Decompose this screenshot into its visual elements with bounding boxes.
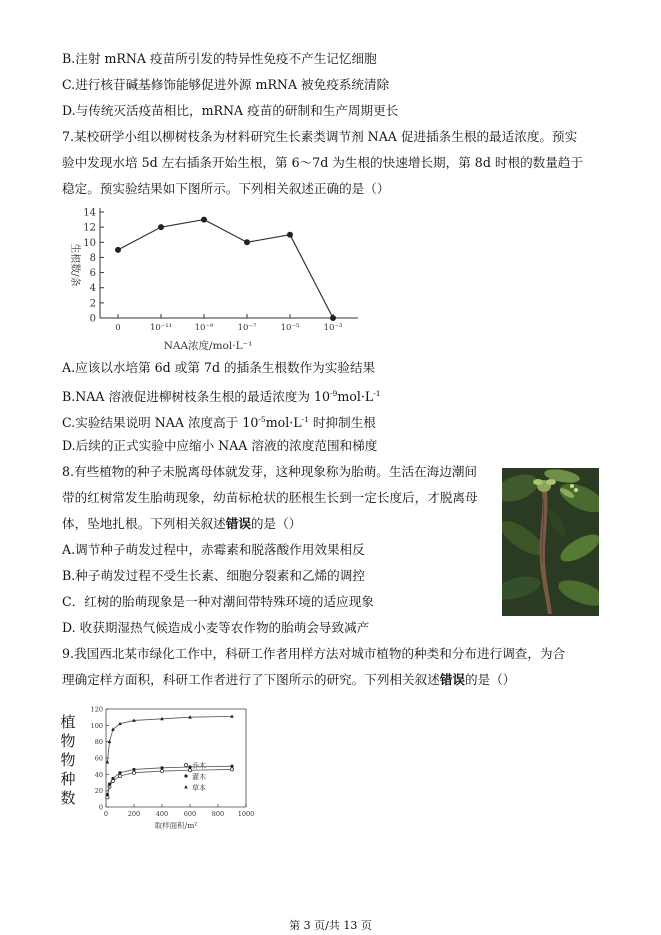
data-point: [287, 232, 293, 238]
series-line-3: [107, 716, 232, 762]
x-tick-label: 800: [211, 810, 225, 818]
data-point: [108, 783, 111, 786]
y-tick-label: 20: [94, 787, 103, 796]
data-point: [132, 771, 135, 774]
option-d-q6: D.与传统灭活疫苗相比，mRNA 疫苗的研制和生产周期更长: [62, 103, 399, 118]
x-tick-label: 10⁻⁹: [194, 323, 214, 333]
option-b-q6: B.注射 mRNA 疫苗所引发的特异性免疫不产生记忆细胞: [62, 51, 377, 66]
legend-label: 草本: [192, 784, 206, 792]
data-point: [115, 247, 121, 253]
data-point: [201, 217, 207, 223]
data-point: [118, 774, 121, 777]
x-tick-label: 10⁻¹¹: [149, 323, 173, 333]
question-8-line-2: 带的红树常发生胎萌现象，幼苗标枪状的胚根生长到一定长度后，才脱离母: [62, 490, 478, 505]
question-9-line-1: 9.我国西北某市绿化工作中，科研工作者用样方法对城市植物的种类和分布进行调查，为合: [62, 646, 566, 661]
y-tick-label: 100: [90, 721, 103, 730]
y-tick-label: 80: [94, 738, 103, 747]
data-point: [160, 766, 163, 769]
series-line: [118, 220, 333, 318]
option-d-q7: D.后续的正式实验中应缩小 NAA 溶液的浓度范围和梯度: [62, 438, 378, 453]
question-9-line-2: 理确定样方面积，科研工作者进行了下图所示的研究。下列相关叙述错误的是（）: [62, 672, 516, 687]
data-point: [106, 793, 109, 796]
y-tick-label: 8: [89, 252, 96, 264]
y-tick-label: 0: [89, 313, 96, 325]
y-tick-label: 14: [83, 207, 96, 219]
y-axis-label-char: 物: [60, 751, 76, 769]
question-8-line-1: 8.有些植物的种子未脱离母体就发芽，这种现象称为胎萌。生活在海边潮间: [62, 464, 478, 479]
y-tick-label: 4: [89, 283, 96, 295]
page-footer: 第 3 页/共 13 页: [289, 919, 372, 932]
x-axis-label: 取样面积/m²: [154, 821, 198, 830]
option-a-q8: A.调节种子萌发过程中，赤霉素和脱落酸作用效果相反: [62, 542, 365, 557]
x-tick-label: 10⁻⁵: [280, 323, 300, 333]
x-axis-label: NAA浓度/mol·L⁻¹: [163, 340, 253, 352]
y-tick-label: 120: [90, 705, 103, 714]
option-c-q7: C.实验结果说明 NAA 浓度高于 $10^{-5}mol\cdot L^{-1}$ 时抑制生根: [62, 415, 376, 430]
series-line-1: [107, 769, 232, 797]
option-d-q8: D. 收获期湿热气候造成小麦等农作物的胎萌会导致减产: [62, 620, 370, 635]
y-axis-label-char: 植: [60, 713, 76, 731]
x-tick-label: 200: [127, 810, 141, 818]
question-7-line-1: 7.某校研学小组以柳树枝条为材料研究生长素类调节剂 NAA 促进插条生根的最适浓度。预实: [62, 129, 578, 144]
data-point: [230, 768, 233, 771]
legend-marker: [184, 785, 188, 788]
y-axis-label: 生根数/条: [69, 243, 80, 287]
naa-rooting-chart: [58, 204, 368, 356]
mangrove-vivipary-photo: [502, 468, 599, 616]
species-area-chart: [58, 705, 268, 845]
y-axis-label-char: 种: [60, 770, 76, 788]
y-tick-label: 12: [83, 222, 96, 234]
y-tick-label: 6: [89, 268, 96, 280]
x-tick-label: 0: [115, 323, 121, 333]
option-b-q7: B.NAA 溶液促进柳树枝条生根的最适浓度为 $10^{-9}mol\cdot L^{-1}$: [62, 389, 381, 404]
y-axis-label-char: 物: [60, 732, 76, 750]
option-a-q7: A.应该以水培第 6d 或第 7d 的插条生根数作为实验结果: [62, 360, 376, 375]
x-tick-label: 10⁻³: [323, 323, 343, 333]
y-tick-label: 0: [98, 803, 103, 812]
x-tick-label: 400: [155, 810, 169, 818]
data-point: [111, 777, 114, 780]
legend-label: 灌木: [192, 773, 206, 781]
y-tick-label: 60: [94, 754, 103, 763]
x-tick-label: 600: [183, 810, 197, 818]
data-point: [118, 771, 121, 774]
data-point: [330, 315, 336, 321]
data-point: [160, 769, 163, 772]
option-c-q8: C．红树的胎萌现象是一种对潮间带特殊环境的适应现象: [62, 594, 374, 609]
legend-marker: [184, 774, 187, 777]
data-point: [230, 765, 233, 768]
y-tick-label: 2: [89, 298, 96, 310]
legend-label: 乔木: [192, 762, 206, 770]
y-tick-label: 10: [83, 237, 96, 249]
legend-marker: [184, 763, 187, 766]
question-7-line-2: 验中发现水培 5d 左右插条开始生根，第 6～7d 为生根的快速增长期，第 8d 时根的数量趋于: [62, 155, 584, 170]
y-tick-label: 40: [94, 770, 103, 779]
question-8-line-3: 体，坠地扎根。下列相关叙述错误的是（）: [62, 516, 302, 531]
option-c-q6: C.进行核苷碱基修饰能够促进外源 mRNA 被免疫系统清除: [62, 77, 390, 92]
question-7-line-3: 稳定。预实验结果如下图所示。下列相关叙述正确的是（）: [62, 181, 390, 196]
x-tick-label: 1000: [237, 810, 255, 818]
option-b-q8: B.种子萌发过程不受生长素、细胞分裂素和乙烯的调控: [62, 568, 365, 583]
x-tick-label: 0: [103, 810, 109, 818]
x-tick-label: 10⁻⁷: [237, 323, 257, 333]
data-point: [158, 224, 164, 230]
data-point: [132, 768, 135, 771]
data-point: [244, 239, 250, 245]
y-axis-label-char: 数: [60, 789, 76, 807]
